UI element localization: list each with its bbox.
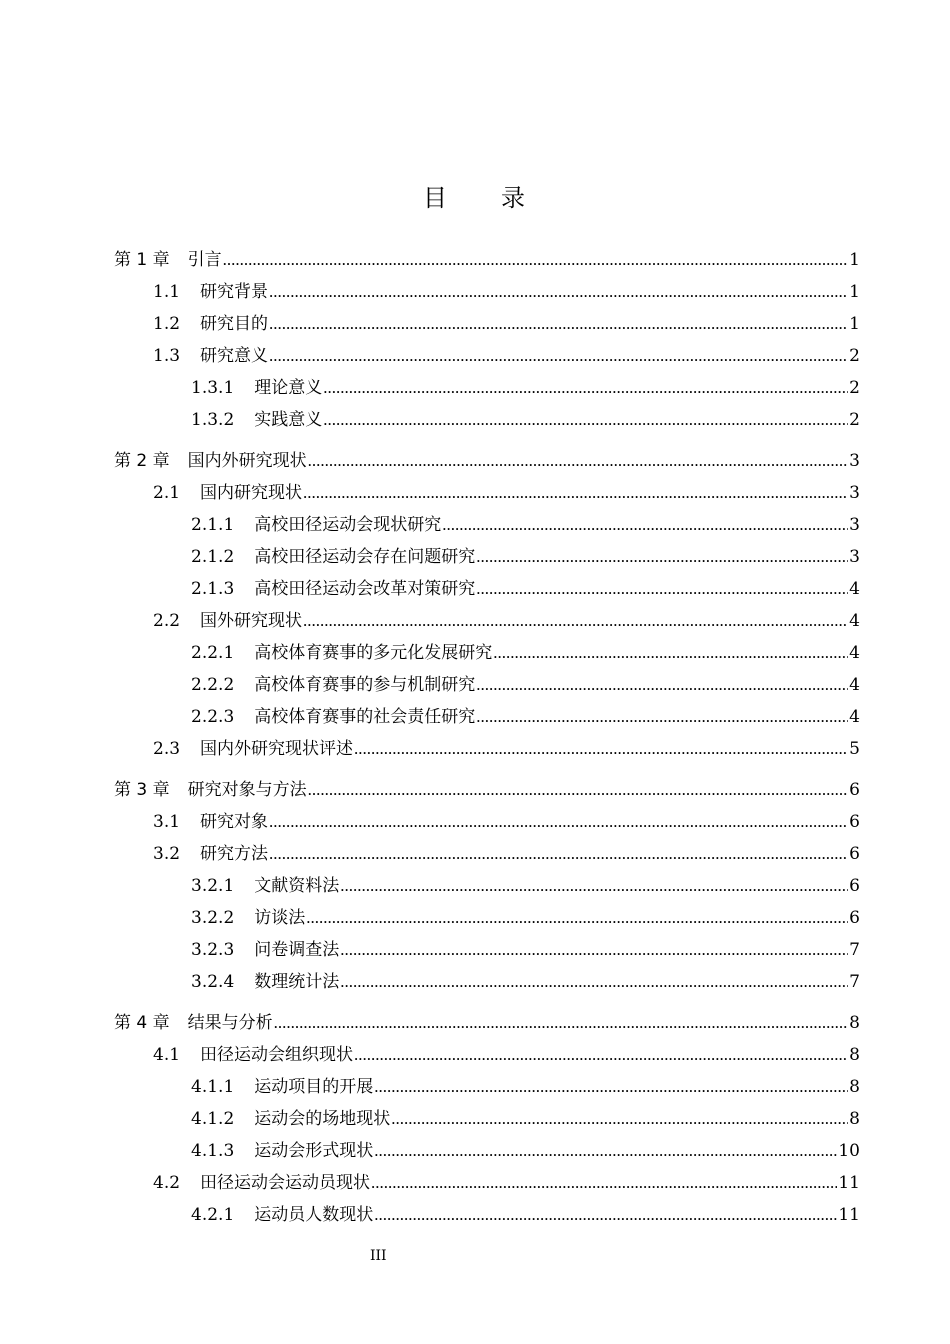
toc-entry[interactable] <box>153 842 860 866</box>
toc-entry[interactable] <box>153 1171 860 1195</box>
toc-entry-title: 结果与分析 <box>187 1013 273 1033</box>
toc-entry-page: 6 <box>849 844 860 864</box>
toc-entry[interactable] <box>153 737 860 761</box>
toc-entry-number: 第 2 章 <box>114 451 170 471</box>
toc-entry-number: 2.1.3 <box>191 579 235 599</box>
toc-entry-page: 3 <box>849 483 860 503</box>
toc-dot-leader <box>476 705 848 729</box>
toc-entry[interactable] <box>114 1011 860 1035</box>
toc-entry[interactable] <box>191 545 860 569</box>
toc-entry-title: 研究意义 <box>200 346 269 366</box>
toc-entry[interactable] <box>153 810 860 834</box>
toc-entry-title: 国内外研究现状 <box>187 451 307 471</box>
toc-entry-number: 2.2.3 <box>191 707 235 727</box>
toc-entry-page: 6 <box>849 812 860 832</box>
toc-entry[interactable] <box>114 248 860 272</box>
toc-entry-page: 1 <box>849 314 860 334</box>
toc-dot-leader <box>308 778 849 802</box>
toc-dot-leader <box>269 312 848 336</box>
toc-entry-number: 1.3 <box>153 346 181 366</box>
toc-entry-number: 1.3.2 <box>191 410 235 430</box>
toc-dot-leader <box>269 810 848 834</box>
toc-entry-number: 第 1 章 <box>114 250 170 270</box>
toc-dot-leader <box>493 641 848 665</box>
toc-entry-number: 1.1 <box>153 282 181 302</box>
toc-entry-title: 高校田径运动会现状研究 <box>254 515 442 535</box>
toc-entry-number: 3.2.1 <box>191 876 235 896</box>
toc-entry-title: 高校田径运动会存在问题研究 <box>254 547 476 567</box>
toc-dot-leader <box>374 1203 837 1227</box>
toc-entry-number: 3.2.4 <box>191 972 235 992</box>
toc-dot-leader <box>340 938 848 962</box>
toc-dot-leader <box>340 970 848 994</box>
toc-entry[interactable] <box>191 513 860 537</box>
toc-entry-title: 问卷调查法 <box>254 940 340 960</box>
toc-entry-title: 访谈法 <box>254 908 306 928</box>
toc-entry-number: 2.2.2 <box>191 675 235 695</box>
toc-entry-page: 1 <box>849 250 860 270</box>
toc-entry-number: 2.2.1 <box>191 643 235 663</box>
toc-entry-page: 8 <box>849 1013 860 1033</box>
toc-entry-page: 6 <box>849 780 860 800</box>
toc-entry[interactable] <box>191 970 860 994</box>
toc-dot-leader <box>371 1171 837 1195</box>
toc-entry-title: 研究对象与方法 <box>187 780 307 800</box>
toc-dot-leader <box>308 449 849 473</box>
toc-entry-page: 4 <box>849 675 860 695</box>
toc-entry-number: 2.3 <box>153 739 181 759</box>
toc-dot-leader <box>323 376 848 400</box>
toc-dot-leader <box>303 609 848 633</box>
toc-dot-leader <box>269 344 848 368</box>
toc-entry-page: 1 <box>849 282 860 302</box>
toc-entry-page: 10 <box>838 1141 860 1161</box>
toc-entry-title: 研究背景 <box>200 282 269 302</box>
toc-entry[interactable] <box>191 1203 860 1227</box>
toc-entry-page: 8 <box>849 1045 860 1065</box>
toc-entry-page: 4 <box>849 611 860 631</box>
page-number: III <box>370 1248 387 1264</box>
toc-entry-title: 田径运动会运动员现状 <box>200 1173 371 1193</box>
toc-dot-leader <box>354 737 848 761</box>
toc-entry-page: 4 <box>849 707 860 727</box>
toc-entry-page: 11 <box>838 1173 860 1193</box>
toc-dot-leader <box>476 673 848 697</box>
toc-entry-number: 1.2 <box>153 314 181 334</box>
toc-entry[interactable] <box>153 312 860 336</box>
toc-entry-page: 2 <box>849 378 860 398</box>
toc-entry-title: 文献资料法 <box>254 876 340 896</box>
toc-entry-title: 运动员人数现状 <box>254 1205 374 1225</box>
toc-entry-number: 3.2 <box>153 844 181 864</box>
toc-entry-title: 数理统计法 <box>254 972 340 992</box>
toc-entry[interactable] <box>153 609 860 633</box>
toc-entry-page: 7 <box>849 972 860 992</box>
toc-dot-leader <box>323 408 848 432</box>
toc-entry-title: 田径运动会组织现状 <box>200 1045 354 1065</box>
toc-entry-number: 4.1.2 <box>191 1109 235 1129</box>
toc-entry-page: 4 <box>849 579 860 599</box>
toc-entry[interactable] <box>191 1075 860 1099</box>
toc-entry-title: 研究方法 <box>200 844 269 864</box>
toc-entry-title: 国外研究现状 <box>200 611 303 631</box>
toc-entry-number: 4.1.3 <box>191 1141 235 1161</box>
toc-dot-leader <box>391 1107 848 1131</box>
toc-title <box>0 178 950 213</box>
toc-entry-number: 第 3 章 <box>114 780 170 800</box>
toc-dot-leader <box>223 248 849 272</box>
toc-entry-title: 国内研究现状 <box>200 483 303 503</box>
toc-entry-number: 4.2.1 <box>191 1205 235 1225</box>
toc-entry[interactable] <box>153 1043 860 1067</box>
toc-dot-leader <box>354 1043 848 1067</box>
toc-entry[interactable] <box>191 408 860 432</box>
toc-entry-number: 1.3.1 <box>191 378 235 398</box>
toc-entry[interactable] <box>191 938 860 962</box>
toc-entry-number: 4.1 <box>153 1045 181 1065</box>
toc-entry-number: 2.1.1 <box>191 515 235 535</box>
toc-entry-title: 运动会形式现状 <box>254 1141 374 1161</box>
toc-entry-title: 高校田径运动会改革对策研究 <box>254 579 476 599</box>
toc-entry[interactable] <box>153 481 860 505</box>
toc-entry-number: 第 4 章 <box>114 1013 170 1033</box>
toc-entry-page: 11 <box>838 1205 860 1225</box>
toc-entry-title: 高校体育赛事的多元化发展研究 <box>254 643 493 663</box>
toc-dot-leader <box>269 280 848 304</box>
toc-entry-number: 3.2.2 <box>191 908 235 928</box>
toc-entry-page: 3 <box>849 547 860 567</box>
toc-entry-page: 7 <box>849 940 860 960</box>
toc-entry-page: 2 <box>849 410 860 430</box>
toc-entry-title: 引言 <box>187 250 222 270</box>
toc-entry-title: 高校体育赛事的社会责任研究 <box>254 707 476 727</box>
toc-entry-title: 理论意义 <box>254 378 323 398</box>
toc-entry-number: 3.2.3 <box>191 940 235 960</box>
toc-entry[interactable] <box>191 906 860 930</box>
toc-entry-number: 4.1.1 <box>191 1077 235 1097</box>
toc-entry-title: 研究对象 <box>200 812 269 832</box>
toc-dot-leader <box>340 874 848 898</box>
toc-entry[interactable] <box>191 376 860 400</box>
toc-dot-leader <box>306 906 848 930</box>
toc-entry[interactable] <box>191 874 860 898</box>
toc-dot-leader <box>442 513 848 537</box>
toc-dot-leader <box>476 545 848 569</box>
toc-entry[interactable] <box>191 577 860 601</box>
toc-entry-title: 国内外研究现状评述 <box>200 739 354 759</box>
toc-dot-leader <box>476 577 848 601</box>
toc-dot-leader <box>374 1139 837 1163</box>
toc-title-char-2: 录 <box>501 184 527 212</box>
toc-entry[interactable] <box>153 280 860 304</box>
toc-entry-page: 8 <box>849 1109 860 1129</box>
toc-entry-page: 6 <box>849 908 860 928</box>
toc-entry[interactable] <box>114 778 860 802</box>
toc-entry-title: 运动会的场地现状 <box>254 1109 391 1129</box>
toc-dot-leader <box>374 1075 848 1099</box>
toc-dot-leader <box>274 1011 849 1035</box>
toc-title-char-1: 目 <box>423 184 449 212</box>
toc-entry-number: 4.2 <box>153 1173 181 1193</box>
toc-entry[interactable] <box>191 1139 860 1163</box>
toc-dot-leader <box>303 481 848 505</box>
toc-dot-leader <box>269 842 848 866</box>
toc-entry[interactable] <box>153 344 860 368</box>
toc-entry-page: 4 <box>849 643 860 663</box>
toc-entry-number: 2.2 <box>153 611 181 631</box>
toc-entry[interactable] <box>114 449 860 473</box>
toc-entry-title: 运动项目的开展 <box>254 1077 374 1097</box>
toc-entry[interactable] <box>191 673 860 697</box>
toc-entry-title: 高校体育赛事的参与机制研究 <box>254 675 476 695</box>
toc-entry-title: 实践意义 <box>254 410 323 430</box>
toc-entry-page: 8 <box>849 1077 860 1097</box>
toc-entry[interactable] <box>191 1107 860 1131</box>
toc-entry-page: 6 <box>849 876 860 896</box>
toc-entry[interactable] <box>191 641 860 665</box>
toc-entry-title: 研究目的 <box>200 314 269 334</box>
toc-entry-number: 3.1 <box>153 812 181 832</box>
toc-entry-number: 2.1.2 <box>191 547 235 567</box>
toc-entry-page: 5 <box>849 739 860 759</box>
toc-entry-page: 3 <box>849 515 860 535</box>
toc-entry[interactable] <box>191 705 860 729</box>
toc-entry-number: 2.1 <box>153 483 181 503</box>
toc-entry-page: 2 <box>849 346 860 366</box>
toc-entry-page: 3 <box>849 451 860 471</box>
